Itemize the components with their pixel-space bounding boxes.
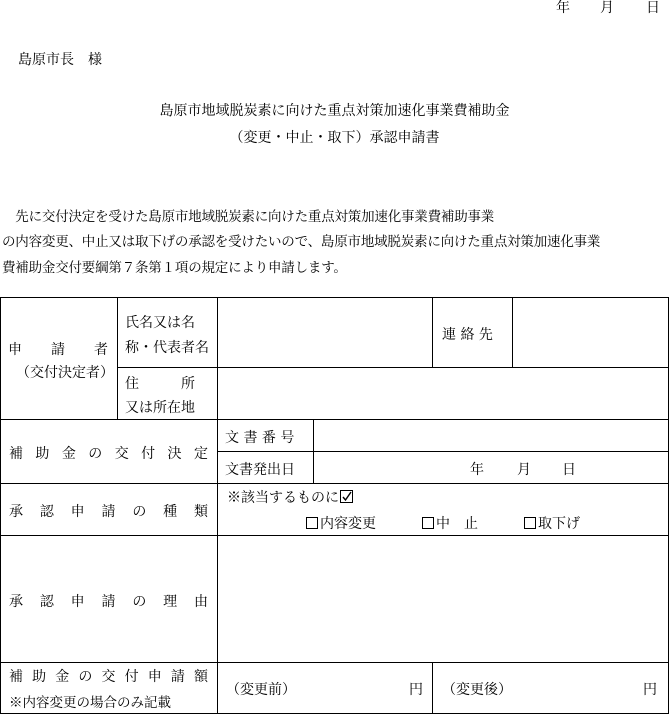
- date-month-label: 月: [600, 0, 614, 16]
- checkbox-icon: [306, 517, 318, 529]
- doc-date-month: 月: [517, 462, 531, 478]
- option-withdraw[interactable]: 取下げ: [524, 513, 580, 533]
- amount-after-label: （変更後）: [442, 682, 512, 698]
- contact-label: 連 絡 先: [442, 327, 493, 343]
- option-cancel[interactable]: 中 止: [422, 513, 478, 533]
- title-line-2: （変更・中止・取下）承認申請書: [229, 130, 440, 146]
- option-content-change[interactable]: 内容変更: [306, 513, 376, 533]
- amount-before-label: （変更前）: [226, 682, 296, 698]
- body-line-2: の内容変更、中止又は取下げの承認を受けたいので、島原市地域脱炭素に向けた重点対策加速化事業: [2, 234, 601, 250]
- addressee: 島原市長 様: [18, 52, 102, 68]
- body-line-3: 費補助金交付要綱第７条第１項の規定により申請します。: [2, 260, 347, 276]
- checkbox-icon: [422, 517, 434, 529]
- date-year-label: 年: [556, 0, 570, 16]
- checkbox-icon: [524, 517, 536, 529]
- applicant-sub-label: （交付決定者）: [16, 365, 114, 381]
- doc-date-label: 文書発出日: [225, 462, 295, 478]
- type-note: ※該当するものに: [227, 487, 353, 507]
- title-line-1: 島原市地域脱炭素に向けた重点対策加速化事業費補助金: [159, 103, 510, 119]
- applicant-label: 申 請 者: [8, 342, 108, 358]
- doc-date-day: 日: [562, 462, 576, 478]
- date-day-label: 日: [646, 0, 660, 16]
- amount-before-yen: 円: [409, 682, 423, 698]
- address-label-line-1: 住 所: [125, 376, 195, 392]
- amount-note: ※内容変更の場合のみ記載: [9, 695, 171, 711]
- amount-label: 補 助 金 の 交 付 申 請 額: [9, 669, 208, 685]
- address-label-line-2: 又は所在地: [125, 400, 195, 416]
- name-label-line-1: 氏名又は名: [125, 315, 195, 331]
- amount-after-yen: 円: [643, 682, 657, 698]
- name-label-line-2: 称・代表者名: [125, 340, 209, 356]
- reason-label: 承 認 申 請 の 理 由: [9, 594, 208, 610]
- type-label: 承 認 申 請 の 種 類: [9, 504, 208, 520]
- checkmark-box-icon: [340, 490, 353, 503]
- decision-label: 補 助 金 の 交 付 決 定: [9, 446, 208, 462]
- doc-date-year: 年: [470, 462, 484, 478]
- body-line-1: 先に交付決定を受けた島原市地域脱炭素に向けた重点対策加速化事業費補助事業: [2, 209, 495, 225]
- doc-number-label: 文 書 番 号: [225, 430, 295, 446]
